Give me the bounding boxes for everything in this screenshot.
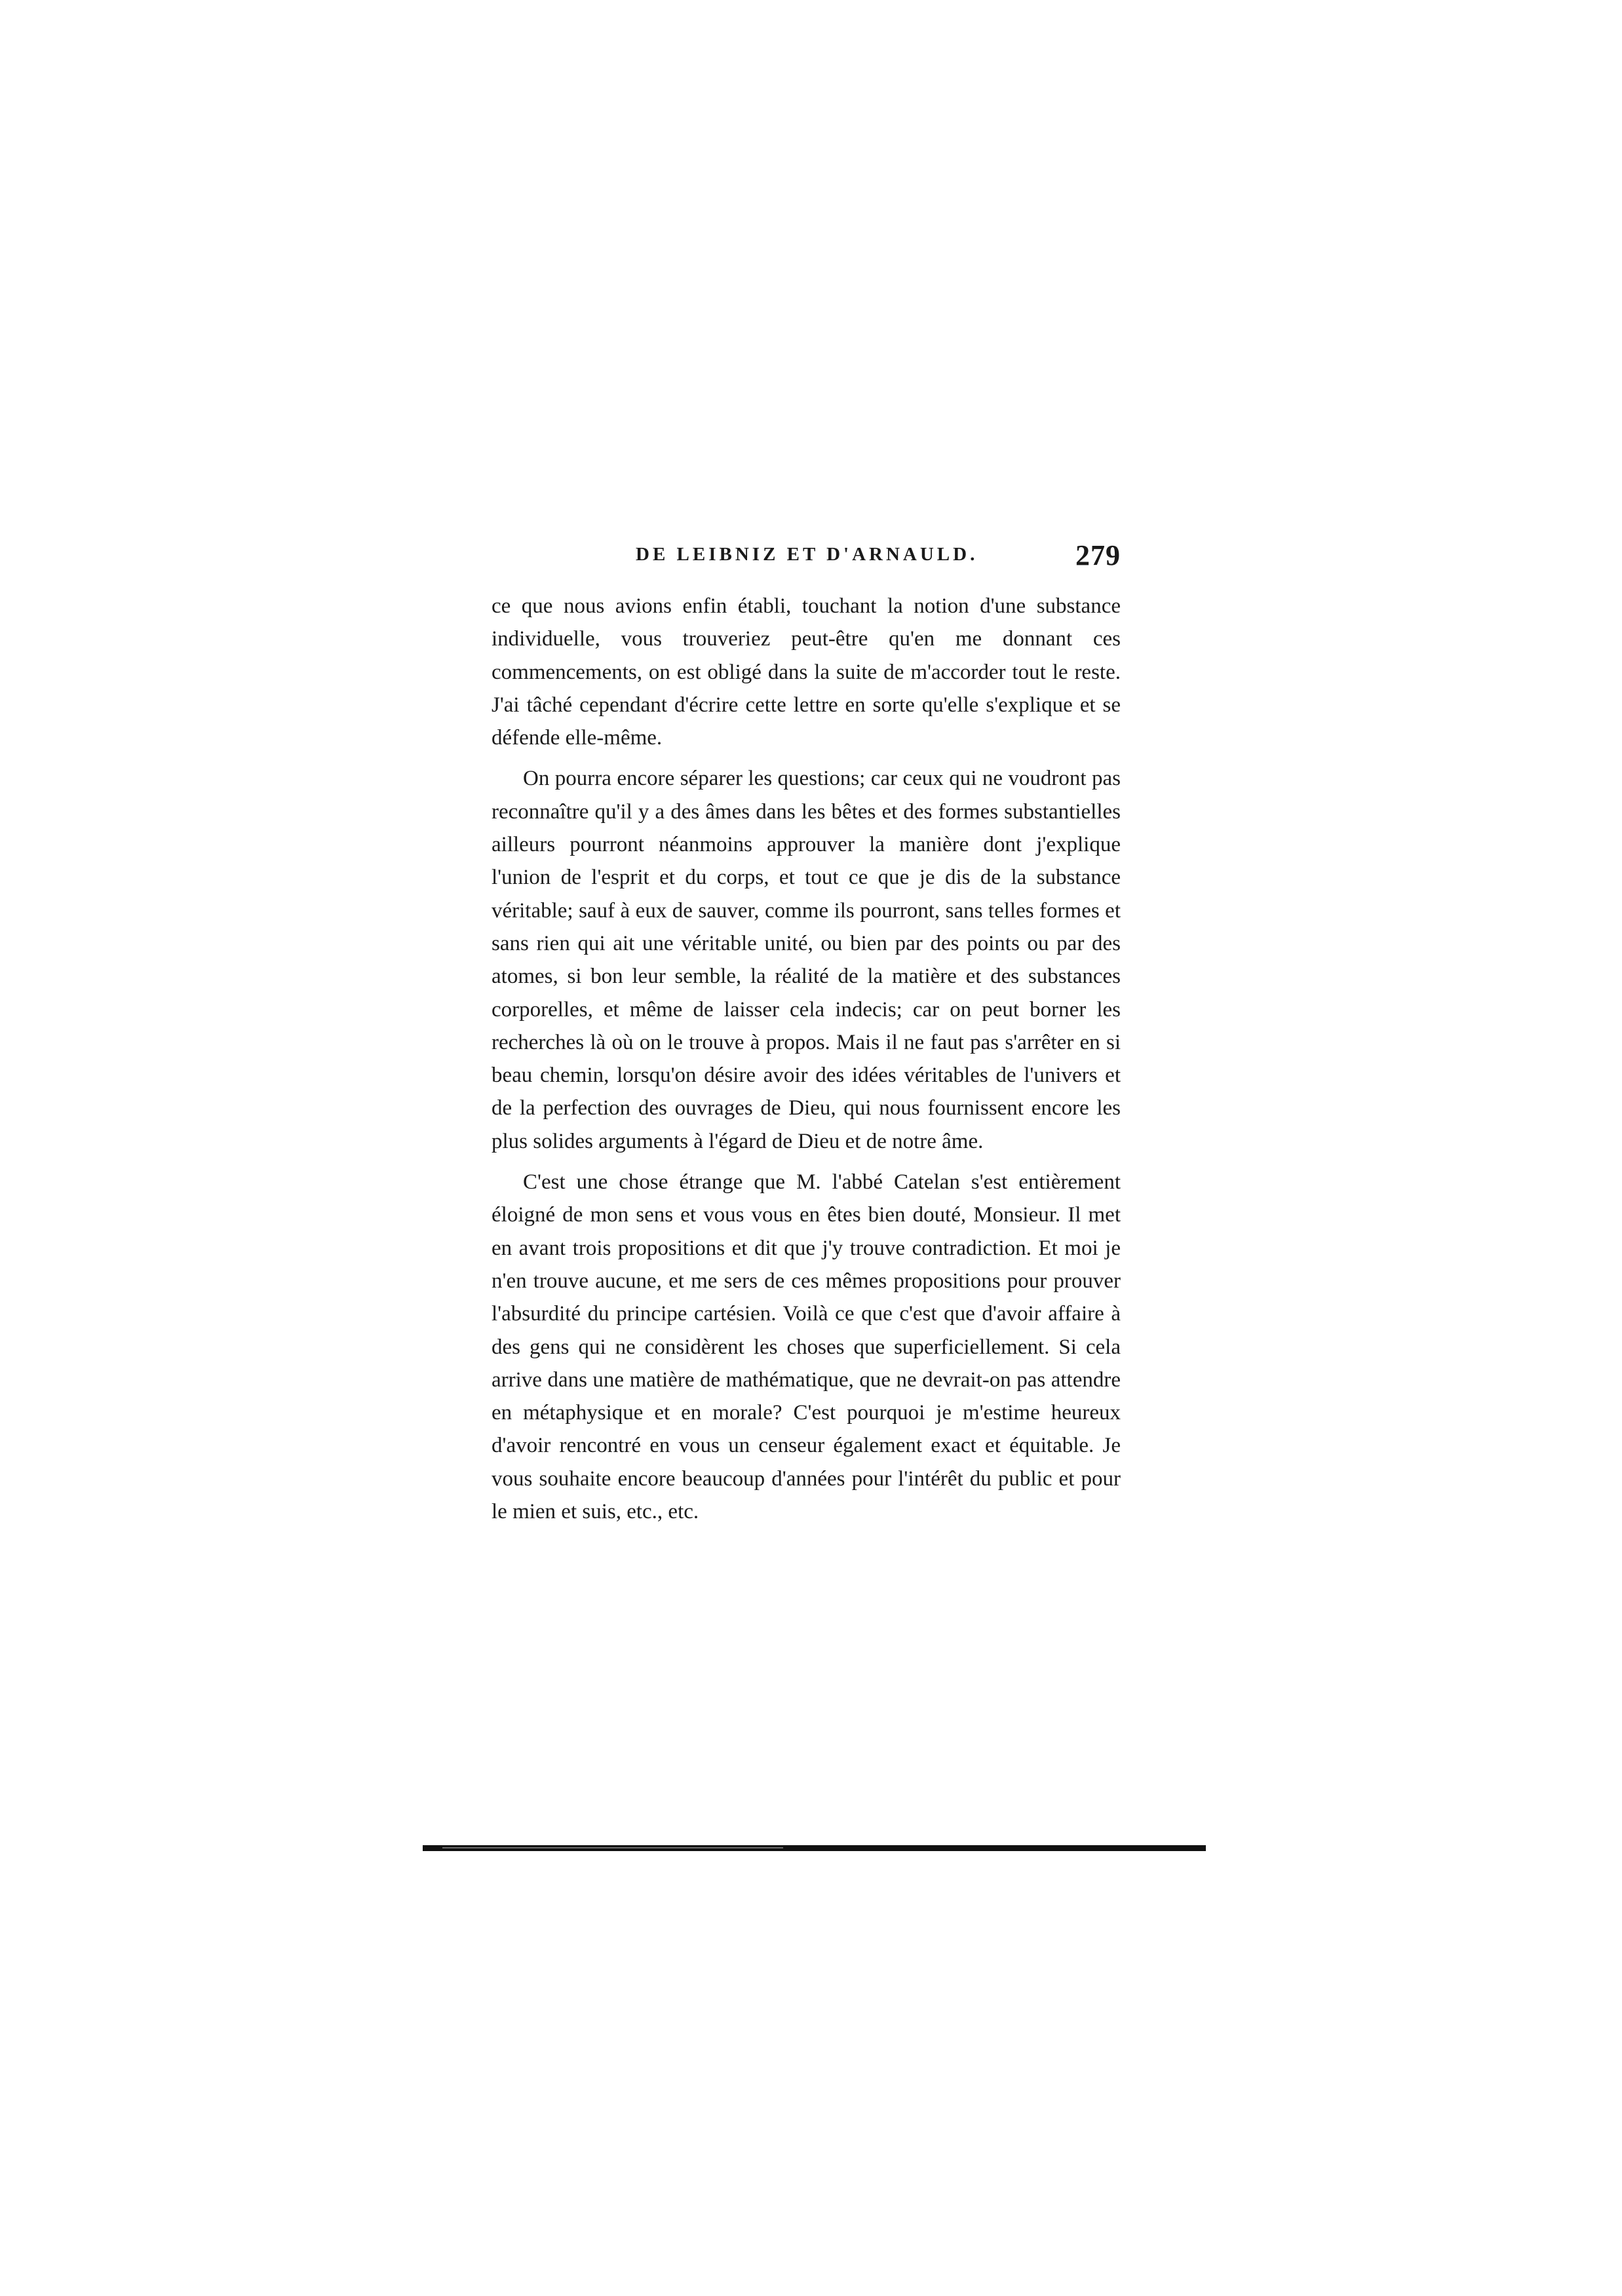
end-rule xyxy=(423,1845,1206,1851)
body-text xyxy=(492,590,1121,1536)
running-title: DE LEIBNIZ ET D'ARNAULD. xyxy=(636,544,978,565)
paragraph-1: ce que nous avions enfin établi, touchant la notion d'une substance individuelle, vous trouveriez peut-être qu'en me donnant ces commencements, on est obligé dans la suite de m'accorder tout le reste. J'ai tâché cependant d'écrire cette lettre en sorte qu'elle s'explique et se défende elle-même. xyxy=(492,594,1121,750)
paragraph-3: C'est une chose étrange que M. l'abbé Catelan s'est entièrement éloigné de mon sens et vous vous en êtes bien douté, Monsieur. Il met en avant trois propositions et dit que j'y trouve contradiction. Et moi je n'en trouve aucune, et me sers de ces mêmes propositions pour prouver l'absurdité du principe cartésien. Voilà ce que c'est que d'avoir affaire à des gens qui ne considèrent les choses que superficiellement. Si cela arrive dans une matière de mathématique, que ne devrait-on pas attendre en métaphysique et en morale? C'est pourquoi je m'estime heureux d'avoir rencontré en vous un censeur également exact et équitable. Je vous souhaite encore beaucoup d'années pour l'intérêt du public et pour le mien et suis, etc., etc. xyxy=(492,1170,1121,1524)
page-number: 279 xyxy=(1075,539,1121,571)
paragraph-2: On pourra encore séparer les questions; car ceux qui ne voudront pas reconnaître qu'il y a des âmes dans les bêtes et des formes substantielles ailleurs pourront néanmoins approuver la manière dont j'explique l'union de l'esprit et du corps, et tout ce que je dis de la substance véritable; sauf à eux de sauver, comme ils pourront, sans telles formes et sans rien qui ait une véritable unité, ou bien par des points ou par des atomes, si bon leur semble, la réalité de la matière et des substances corporelles, et même de laisser cela indecis; car on peut borner les recherches là où on le trouve à propos. Mais il ne faut pas s'arrêter en si beau chemin, lorsqu'on désire avoir des idées véritables de l'univers et de la perfection des ouvrages de Dieu, qui nous fournissent encore les plus solides arguments à l'égard de Dieu et de notre âme. xyxy=(492,767,1121,1153)
running-head xyxy=(492,539,1121,578)
